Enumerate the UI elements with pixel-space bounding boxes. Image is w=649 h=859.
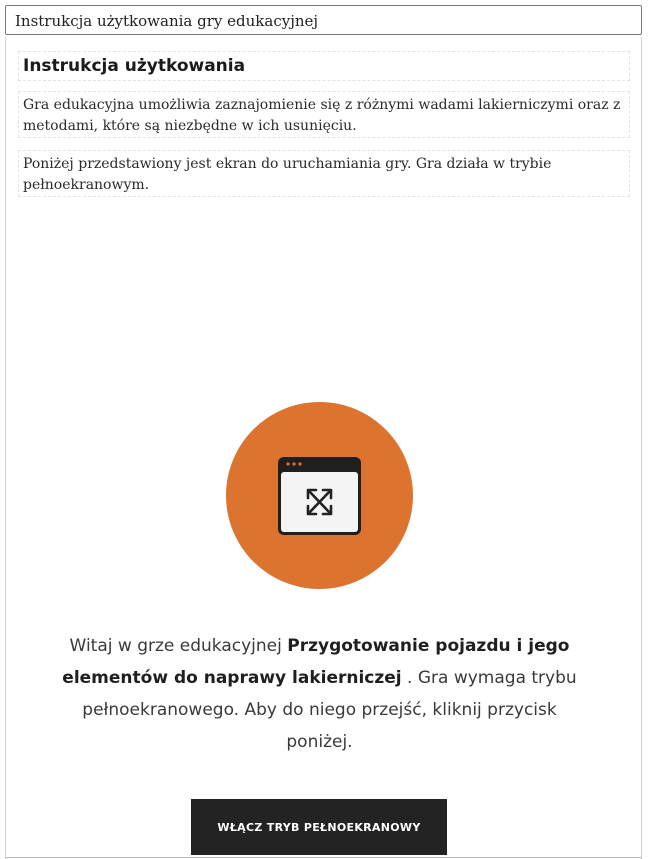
game-name: Przygotowanie pojazdu i jego elementów do naprawy lakierniczej	[62, 636, 570, 688]
title-bar	[5, 5, 642, 35]
bottom-divider	[5, 857, 642, 858]
fullscreen-window-icon	[226, 402, 413, 589]
intro-paragraph: Gra edukacyjna umożliwia zaznajomienie się z różnymi wadami lakierniczymi oraz z metodami, które są niezbędne w ich usunięciu.	[23, 97, 621, 134]
window-title: Instrukcja użytkowania gry edukacyjnej	[15, 12, 319, 30]
paragraph-box-2	[18, 150, 630, 197]
enable-fullscreen-button[interactable]	[191, 799, 447, 855]
page-heading: Instrukcja użytkowania	[23, 56, 246, 76]
paragraph-box-1	[18, 91, 630, 138]
welcome-suffix: . Gra wymaga trybu pełnoekranowego. Aby do niego przejść, kliknij przycisk poniżej.	[82, 668, 577, 752]
enable-fullscreen-button-label: WŁĄCZ TRYB PEŁNOEKRANOWY	[217, 820, 421, 834]
fullscreen-info-paragraph: Poniżej przedstawiony jest ekran do uruchamiania gry. Gra działa w trybie pełnoekranowym.	[23, 156, 552, 193]
welcome-prefix: Witaj w grze edukacyjnej	[69, 636, 282, 656]
welcome-message	[60, 630, 579, 758]
fullscreen-illustration	[226, 402, 413, 589]
heading-box	[18, 51, 630, 81]
